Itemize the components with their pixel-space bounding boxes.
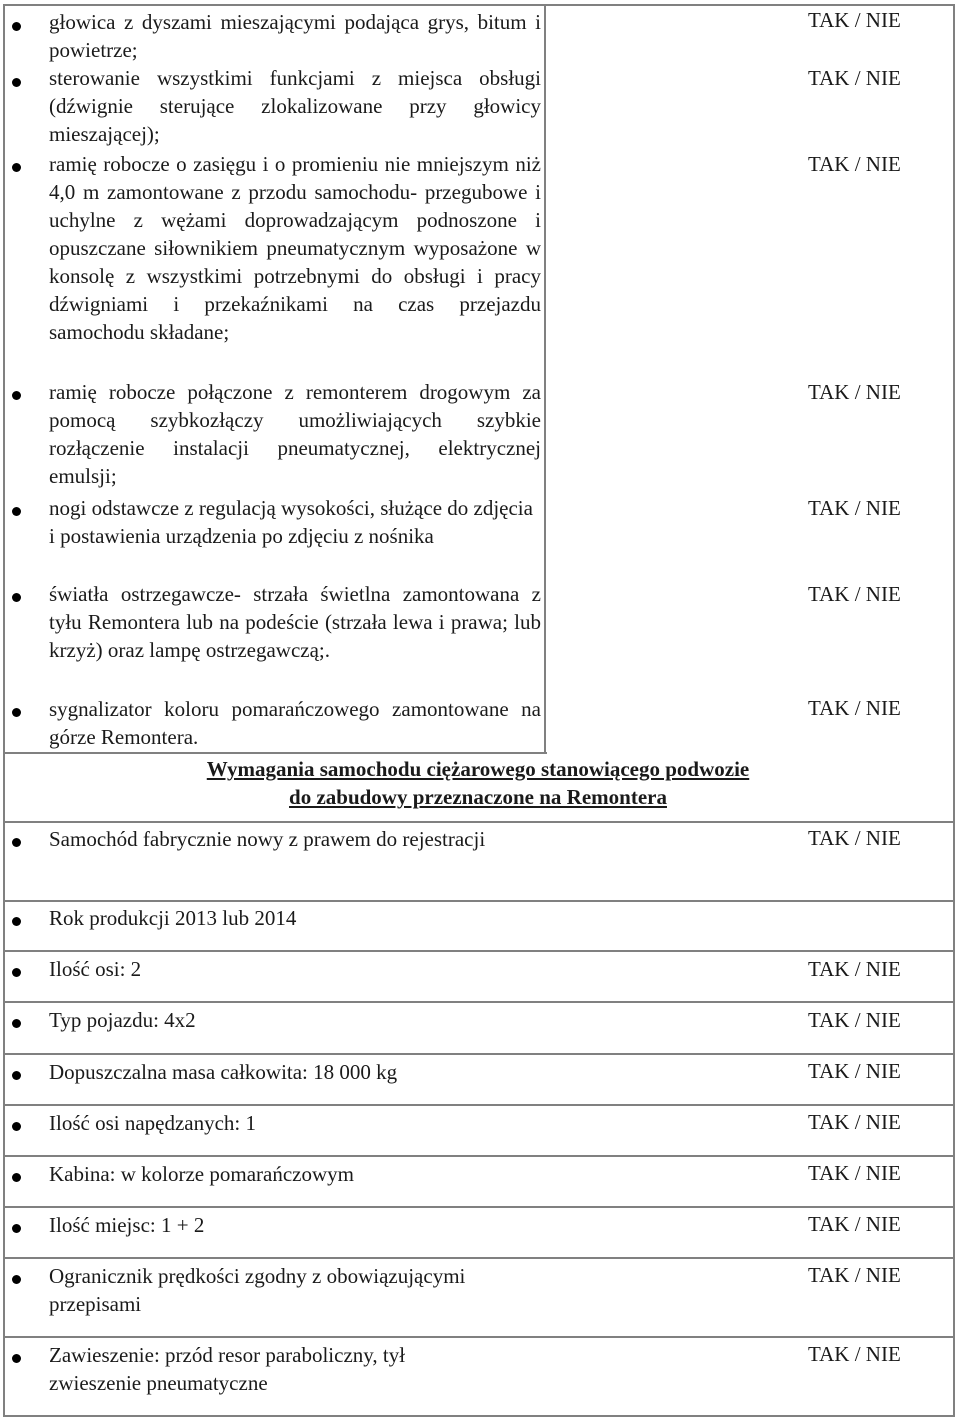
column-divider [544,4,546,754]
bullet-icon [12,917,21,926]
answer-tak-nie[interactable]: TAK / NIE [808,582,901,606]
bullet-icon [12,391,21,400]
answer-tak-nie[interactable]: TAK / NIE [808,1342,901,1366]
bullet-icon [12,968,21,977]
bullet-icon [12,1122,21,1131]
row-divider [3,1336,955,1338]
bullet-icon [12,593,21,602]
item-text: Rok produkcji 2013 lub 2014 [49,906,297,930]
item-text: sterowanie wszystkimi funkcjami z miejsca obsługi (dźwignie sterujące zlokalizowane przy głowicy mieszającej); [49,66,541,146]
bullet-icon [12,22,21,31]
answer-tak-nie[interactable]: TAK / NIE [808,152,901,176]
answer-tak-nie[interactable]: TAK / NIE [808,826,901,850]
bullet-icon [12,1224,21,1233]
row-divider [3,1104,955,1106]
bullet-icon [12,1173,21,1182]
bullet-icon [12,78,21,87]
row-divider [3,1155,955,1157]
item-text: Dopuszczalna masa całkowita: 18 000 kg [49,1060,398,1084]
item-text: Samochód fabrycznie nowy z prawem do rejestracji [49,827,486,851]
row-divider [3,1053,955,1055]
bullet-icon [12,708,21,717]
answer-tak-nie[interactable]: TAK / NIE [808,380,901,404]
item-text: Ilość osi: 2 [49,957,142,981]
answer-tak-nie[interactable]: TAK / NIE [808,1212,901,1236]
bullet-icon [12,1071,21,1080]
bullet-icon [12,838,21,847]
answer-tak-nie[interactable]: TAK / NIE [808,1008,901,1032]
row-divider [3,900,955,902]
answer-tak-nie[interactable]: TAK / NIE [808,1110,901,1134]
answer-tak-nie[interactable]: TAK / NIE [808,8,901,32]
row-divider [3,821,955,823]
item-text: głowica z dyszami mieszającymi podająca grys, bitum i powietrze; [49,10,541,62]
row-divider [3,1206,955,1208]
answer-tak-nie[interactable]: TAK / NIE [808,66,901,90]
item-text: Ilość miejsc: 1 + 2 [49,1213,205,1237]
answer-tak-nie[interactable]: TAK / NIE [808,1263,901,1287]
item-text: światła ostrzegawcze- strzała świetlna zamontowana z tyłu Remontera lub na podeście (strzała lewa i prawa; lub krzyż) oraz lampę ostrzegawczą;. [49,582,541,662]
bullet-icon [12,163,21,172]
answer-tak-nie[interactable]: TAK / NIE [808,1161,901,1185]
item-text: Kabina: w kolorze pomarańczowym [49,1162,354,1186]
answer-tak-nie[interactable]: TAK / NIE [808,1059,901,1083]
bullet-icon [12,1019,21,1028]
answer-tak-nie[interactable]: TAK / NIE [808,696,901,720]
row-divider [3,752,547,754]
item-text: nogi odstawcze z regulacją wysokości, służące do zdjęcia i postawienia urządzenia po zdjęciu z nośnika [49,496,533,548]
row-divider [3,1001,955,1003]
item-text: Ogranicznik prędkości zgodny z obowiązującymi przepisami [49,1264,466,1316]
row-divider [3,1257,955,1259]
item-text: Zawieszenie: przód resor paraboliczny, tył zwieszenie pneumatyczne [49,1343,406,1395]
row-divider [3,950,955,952]
item-text: ramię robocze połączone z remonterem drogowym za pomocą szybkozłączy umożliwiających szybkie rozłączenie instalacji pneumatycznej, elektrycznej emulsji; [49,380,541,488]
answer-tak-nie[interactable]: TAK / NIE [808,496,901,520]
section-title: Wymagania samochodu ciężarowego stanowiącego podwozie [206,757,750,781]
item-text: Ilość osi napędzanych: 1 [49,1111,257,1135]
item-text: sygnalizator koloru pomarańczowego zamontowane na górze Remontera. [49,697,541,749]
bullet-icon [12,1275,21,1284]
bullet-icon [12,507,21,516]
item-text: ramię robocze o zasięgu i o promieniu nie mniejszym niż 4,0 m zamontowane z przodu samochodu- przegubowe i uchylne z wężami doprowadzającym podnoszone i opuszczane siłownikiem pneumatycznym wyposażone w konsolę z wszystkimi potrzebnymi do obsługi i pracy dźwigniami i przekaźnikami na czas przejazdu samochodu składane; [49,152,541,344]
section-title: do zabudowy przeznaczone na Remontera [289,785,667,809]
answer-tak-nie[interactable]: TAK / NIE [808,957,901,981]
item-text: Typ pojazdu: 4x2 [49,1008,196,1032]
bullet-icon [12,1354,21,1363]
